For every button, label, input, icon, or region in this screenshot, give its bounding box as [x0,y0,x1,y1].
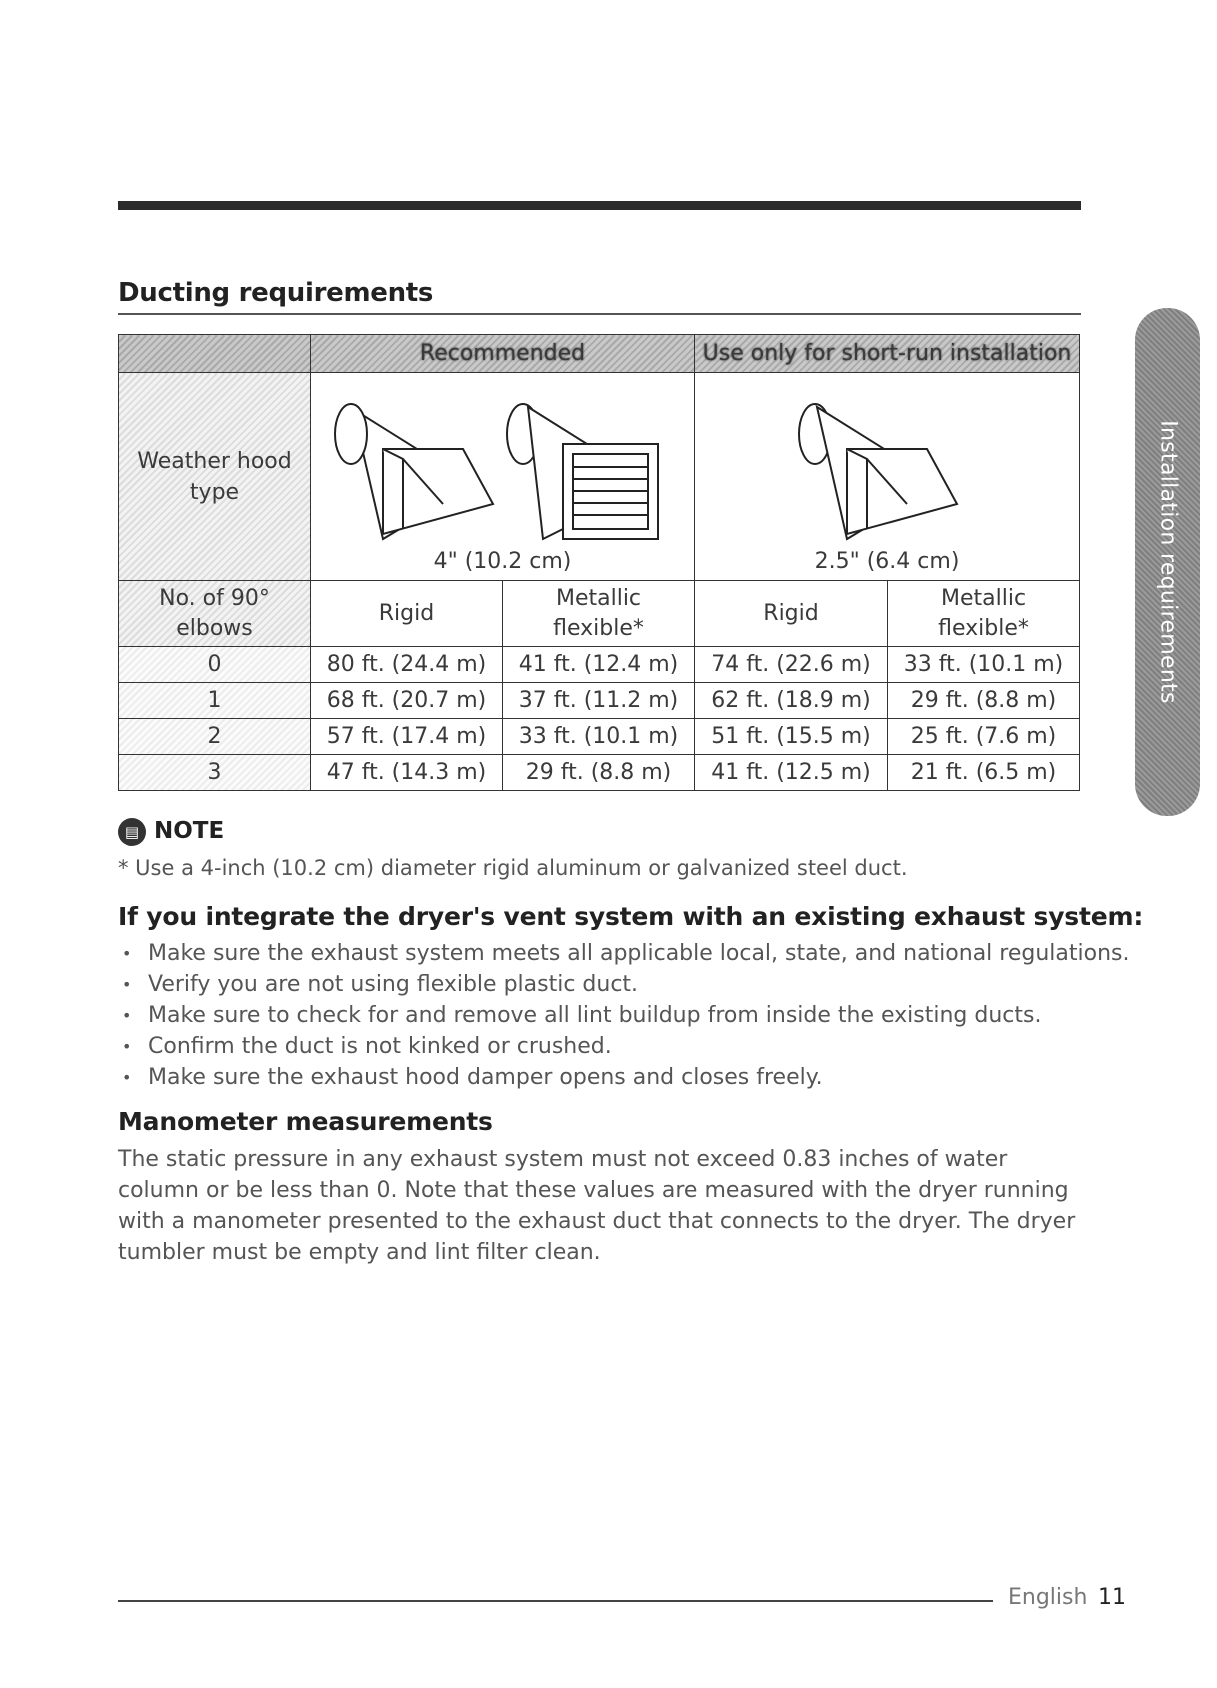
value-cell: 74 ft. (22.6 m) [695,647,888,683]
value-cell: 80 ft. (24.4 m) [311,647,503,683]
table-row [119,647,1080,683]
list-item: • Make sure to check for and remove all lint buildup from inside the existing ducts. [118,1000,1129,1031]
elbows-cell: 2 [119,719,311,755]
header-recommended: Recommended [311,335,695,373]
elbows-cell: 3 [119,755,311,791]
value-cell: 33 ft. (10.1 m) [888,647,1080,683]
list-item: • Make sure the exhaust system meets all applicable local, state, and national regulations. [118,938,1129,969]
col-rigid-25in: Rigid [695,581,888,647]
value-cell: 29 ft. (8.8 m) [503,755,695,791]
table-row [119,755,1080,791]
integrate-heading: If you integrate the dryer's vent system with an existing exhaust system: [118,902,1144,931]
page-number: 11 [1098,1585,1126,1610]
section-title: Ducting requirements [118,278,434,308]
value-cell: 41 ft. (12.4 m) [503,647,695,683]
note-text: * Use a 4-inch (10.2 cm) diameter rigid aluminum or galvanized steel duct. [118,856,908,880]
value-cell: 51 ft. (15.5 m) [695,719,888,755]
col-rigid-4in: Rigid [311,581,503,647]
side-tab [1135,308,1200,816]
size-25in-label: 2.5" (6.4 cm) [814,549,960,574]
hood-images-4in [311,373,695,581]
list-item: • Make sure the exhaust hood damper opens and closes freely. [118,1062,1129,1093]
elbows-label-text: No. of 90° elbows [159,585,270,641]
manometer-text: The static pressure in any exhaust system must not exceed 0.83 inches of water column or be less than 0. Note that these values are measured with the dryer running with a manometer presented to the exhaust duct that connects to the dryer. The dryer tumbler must be empty and lint filter clean. [118,1147,1076,1265]
value-cell: 37 ft. (11.2 m) [503,683,695,719]
top-rule [118,201,1081,210]
manometer-heading: Manometer measurements [118,1107,493,1136]
integrate-bullets [118,938,1129,1093]
footer-rule [118,1600,993,1602]
hood-images-25in [695,373,1080,581]
ducting-table [118,334,1080,791]
list-item: • Confirm the duct is not kinked or crushed. [118,1031,1129,1062]
weather-hood-label [119,373,311,581]
header-short-run: Use only for short-run installation [695,335,1080,373]
col-metallic-25in [888,581,1080,647]
corner-cell [119,335,311,373]
value-cell: 29 ft. (8.8 m) [888,683,1080,719]
elbows-cell: 0 [119,647,311,683]
value-cell: 33 ft. (10.1 m) [503,719,695,755]
weather-hood-label-text: Weather hood type [137,448,292,505]
list-item: • Verify you are not using flexible plastic duct. [118,969,1129,1000]
value-cell: 68 ft. (20.7 m) [311,683,503,719]
value-cell: 41 ft. (12.5 m) [695,755,888,791]
table-row [119,683,1080,719]
note-icon: ▤ [118,818,146,846]
value-cell: 47 ft. (14.3 m) [311,755,503,791]
value-cell: 62 ft. (18.9 m) [695,683,888,719]
size-4in-label: 4" (10.2 cm) [433,549,572,574]
value-cell: 57 ft. (17.4 m) [311,719,503,755]
weather-hood-4in-icons [323,389,683,549]
weather-hood-25in-icon [787,389,987,549]
col-metallic-25in-text: Metallic flexible* [938,585,1029,641]
elbows-cell: 1 [119,683,311,719]
value-cell: 21 ft. (6.5 m) [888,755,1080,791]
note-title: NOTE [154,818,225,844]
table-row [119,719,1080,755]
col-metallic-4in-text: Metallic flexible* [553,585,644,641]
col-metallic-4in [503,581,695,647]
elbows-label [119,581,311,647]
title-rule [118,313,1081,315]
value-cell: 25 ft. (7.6 m) [888,719,1080,755]
footer-language: English [1008,1585,1088,1610]
side-tab-label: Installation requirements [1155,420,1180,704]
